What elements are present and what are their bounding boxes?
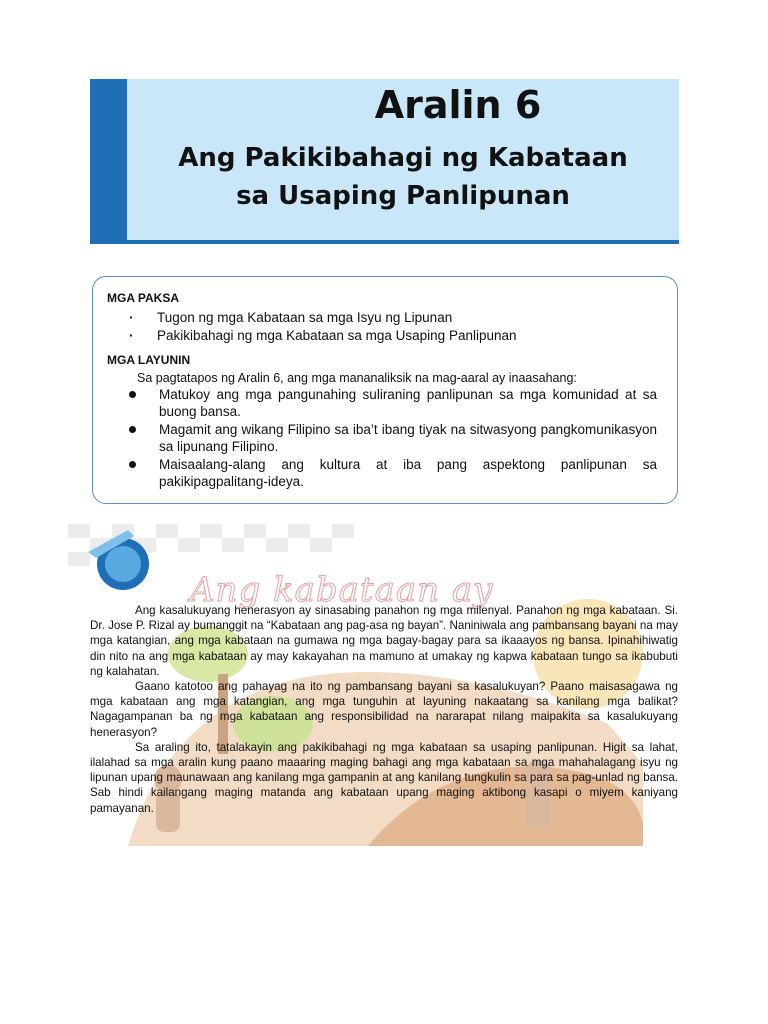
layunin-item: Matukoy ang mga pangunahing suliraning panlipunan sa mga komunidad at sa buong bansa.: [107, 387, 657, 420]
paksa-item: · Pakikibahagi ng mga Kabataan sa mga Usaping Panlipunan: [107, 327, 657, 345]
paksa-item: · Tugon ng mga Kabataan sa mga Isyu ng Lipunan: [107, 309, 657, 327]
body-paragraph: Gaano katotoo ang pahayag na ito ng pambansang bayani sa kasalukuyan? Paano maisasagawa ng mga kabataan ang mga katangian, ang mga tunguhin at layuning nakaatang sa kanilang mga balikat? Nagagampanan ba ng mga kabataan ang responsibilidad na nararapat nilang maipakita sa kasalukuyang henerasyon?: [90, 680, 678, 739]
lesson-title: [127, 139, 679, 215]
lesson-body: [90, 603, 678, 816]
body-paragraph: Sa araling ito, tatalakayin ang pakikibahagi ng mga kabataan sa usaping panlipunan. Higit sa lahat, ilalahad sa mga aralin kung paano maaaring maging bahagi ang mga kabataan sa mga mahahalagang isyu ng lipunan upang maunawaan ang kanilang mga gampanin at ang kanilang tungkulin sa para sa pag-unlad ng bansa. Sab hindi kailangang maging matanda ang kabataan upang maging aktibong kasapi o miyem kaniyang pamayanan.: [90, 740, 678, 815]
topics-objectives-box: [92, 276, 678, 504]
lesson-title-line-1: Ang Pakikibahagi ng Kabataan: [178, 143, 628, 173]
lesson-banner: [90, 79, 679, 244]
banner-accent-bar: [90, 79, 127, 240]
lesson-title-line-2: sa Usaping Panlipunan: [236, 181, 570, 211]
layunin-item: Maisaalang-alang ang kultura at iba pang aspektong panlipunan sa pakikipagpalitang-ideya.: [107, 457, 657, 490]
paksa-list: [107, 309, 657, 345]
layunin-list: [107, 387, 657, 490]
body-paragraph: Ang kasalukuyang henerasyon ay sinasabing panahon ng mga milenyal. Panahon ng mga kabataan. Si. Dr. Jose P. Rizal ay bumanggit na “Kabataan ang pag-asa ng bayan”. Naniniwala ang pambansang bayani na may mga katangian, ang mga kabataan na gumawa ng mga bagay-bagay para sa ikaaayos ng bansa. Ipinahihiwatig din nito na ang mga kabataan ay may kakayahan na mamuno at umakay ng kapwa kabataan tungo sa ikabubuti ng kalahatan.: [90, 604, 678, 678]
illustration-title: Ang kabataan ay: [190, 570, 494, 610]
layunin-item: Magamit ang wikang Filipino sa iba’t ibang tiyak na sitwasyong pangkomunikasyon sa lipunang Filipino.: [107, 422, 657, 455]
layunin-intro: Sa pagtatapos ng Aralin 6, ang mga mananaliksik na mag-aaral ay inaasahang:: [137, 371, 577, 385]
layunin-heading: MGA LAYUNIN: [107, 353, 191, 367]
lesson-number: Aralin 6: [374, 83, 542, 127]
paksa-heading: MGA PAKSA: [107, 291, 179, 305]
